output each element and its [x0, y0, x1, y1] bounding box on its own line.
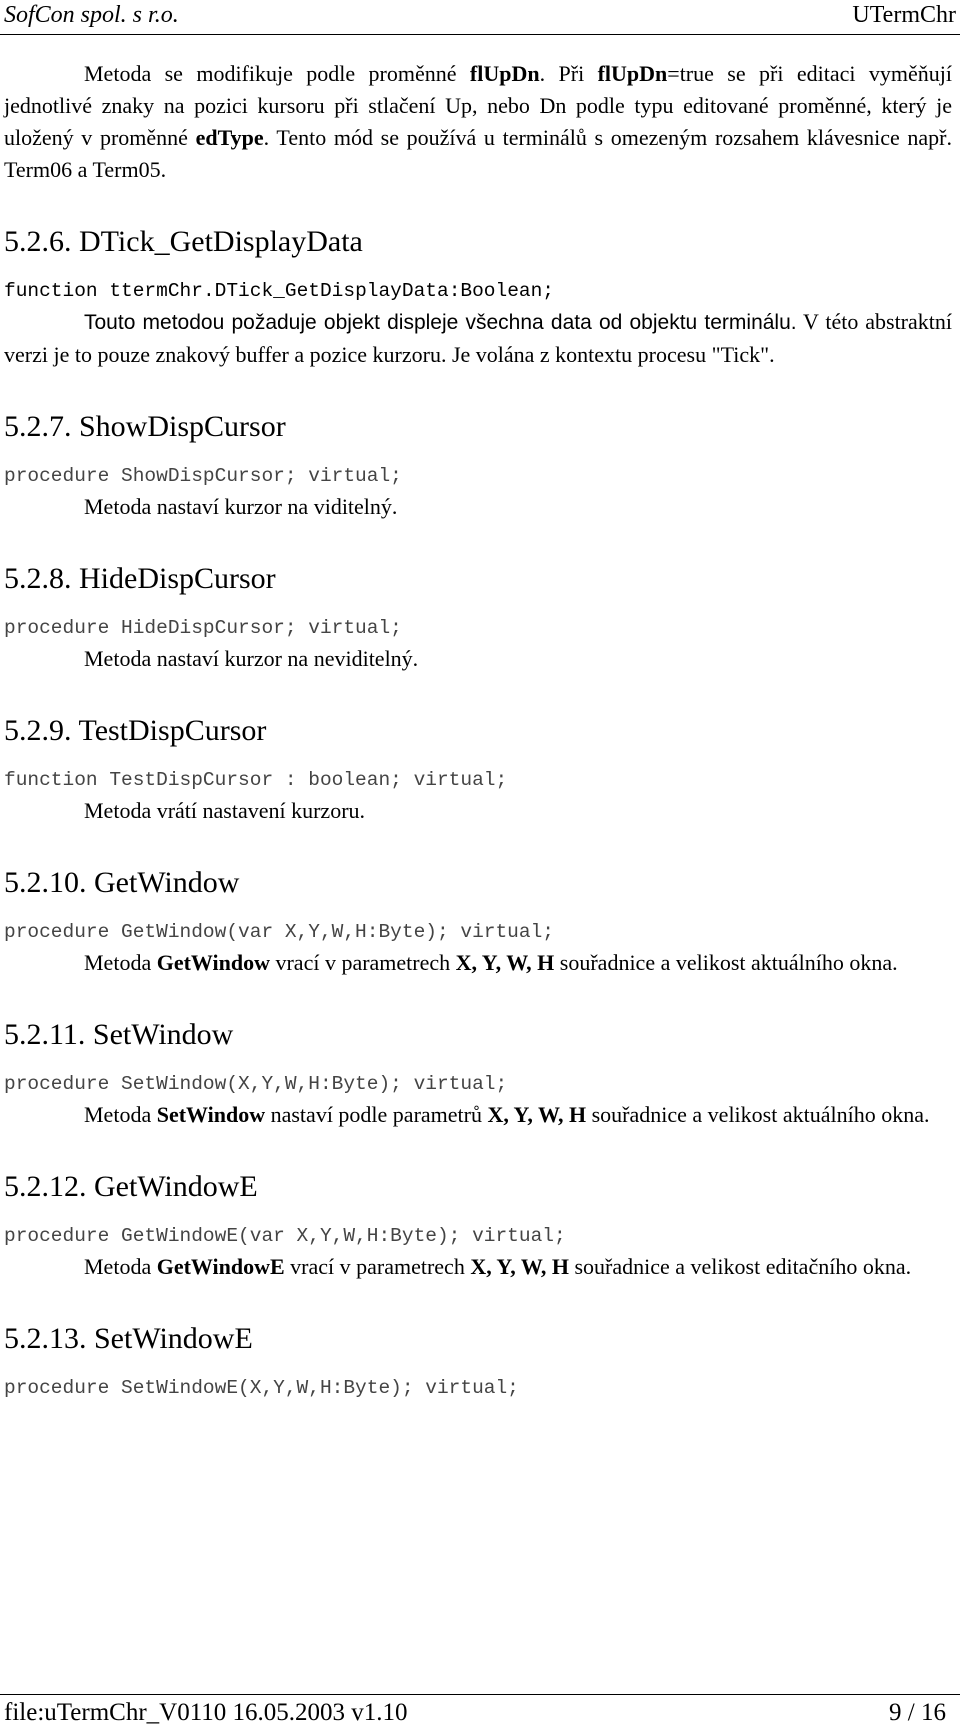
- code-signature: procedure GetWindowE(var X,Y,W,H:Byte); virtual;: [4, 1225, 566, 1247]
- header-module: UTermChr: [852, 2, 956, 28]
- section-5-2-8: [4, 559, 952, 675]
- section-5-2-9: [4, 711, 952, 827]
- page-content: [4, 58, 952, 1403]
- section-description: Metoda nastaví kurzor na viditelný.: [84, 494, 398, 519]
- section-heading: 5.2.9. TestDispCursor: [4, 714, 267, 747]
- section-heading: 5.2.13. SetWindowE: [4, 1322, 253, 1355]
- page-header: [0, 0, 960, 35]
- section-description: Metoda GetWindow vrací v parametrech X, Y, W, H souřadnice a velikost aktuálního okna.: [84, 950, 898, 975]
- section-5-2-7: [4, 407, 952, 523]
- section-heading: 5.2.10. GetWindow: [4, 866, 240, 899]
- section-5-2-11: [4, 1015, 952, 1131]
- section-5-2-13: [4, 1319, 952, 1403]
- code-signature: procedure HideDispCursor; virtual;: [4, 617, 402, 639]
- code-signature: procedure GetWindow(var X,Y,W,H:Byte); virtual;: [4, 921, 554, 943]
- section-description: Metoda vrátí nastavení kurzoru.: [84, 798, 366, 823]
- section-description: Metoda SetWindow nastaví podle parametrů X, Y, W, H souřadnice a velikost aktuálního okna.: [84, 1102, 930, 1127]
- section-heading: 5.2.6. DTick_GetDisplayData: [4, 225, 363, 258]
- section-5-2-6: [4, 222, 952, 371]
- code-signature: procedure SetWindowE(X,Y,W,H:Byte); virtual;: [4, 1377, 519, 1399]
- footer-file-info: file:uTermChr_V0110 16.05.2003 v1.10: [4, 1699, 408, 1726]
- section-heading: 5.2.8. HideDispCursor: [4, 562, 276, 595]
- code-signature: procedure SetWindow(X,Y,W,H:Byte); virtual;: [4, 1073, 508, 1095]
- section-heading: 5.2.11. SetWindow: [4, 1018, 234, 1051]
- section-description: Metoda nastaví kurzor na neviditelný.: [84, 646, 419, 671]
- section-heading: 5.2.7. ShowDispCursor: [4, 410, 286, 443]
- header-company: SofCon spol. s r.o.: [4, 2, 179, 28]
- intro-paragraph: Metoda se modifikuje podle proměnné flUpDn. Při flUpDn=true se při editaci vyměňují jednotlivé znaky na pozici kursoru při stlačení Up, nebo Dn podle typu editované proměnné, který je uložený v proměnné edType. Tento mód se používá u terminálů s omezeným rozsahem klávesnice např. Term06 a Term05.: [4, 61, 953, 182]
- section-5-2-12: [4, 1167, 952, 1283]
- code-signature: procedure ShowDispCursor; virtual;: [4, 465, 402, 487]
- code-signature: function ttermChr.DTick_GetDisplayData:Boolean;: [4, 280, 555, 302]
- code-signature: function TestDispCursor : boolean; virtual;: [4, 769, 508, 791]
- page-footer: [0, 1694, 960, 1733]
- section-5-2-10: [4, 863, 952, 979]
- section-description: Metoda GetWindowE vrací v parametrech X, Y, W, H souřadnice a velikost editačního okna.: [84, 1254, 912, 1279]
- section-description: Touto metodou požaduje objekt displeje všechna data od objektu terminálu. V této abstraktní verzi je to pouze znakový buffer a pozice kurzoru. Je volána z kontextu procesu "Tick".: [4, 309, 952, 367]
- section-heading: 5.2.12. GetWindowE: [4, 1170, 258, 1203]
- page-number: 9 / 16: [889, 1699, 946, 1726]
